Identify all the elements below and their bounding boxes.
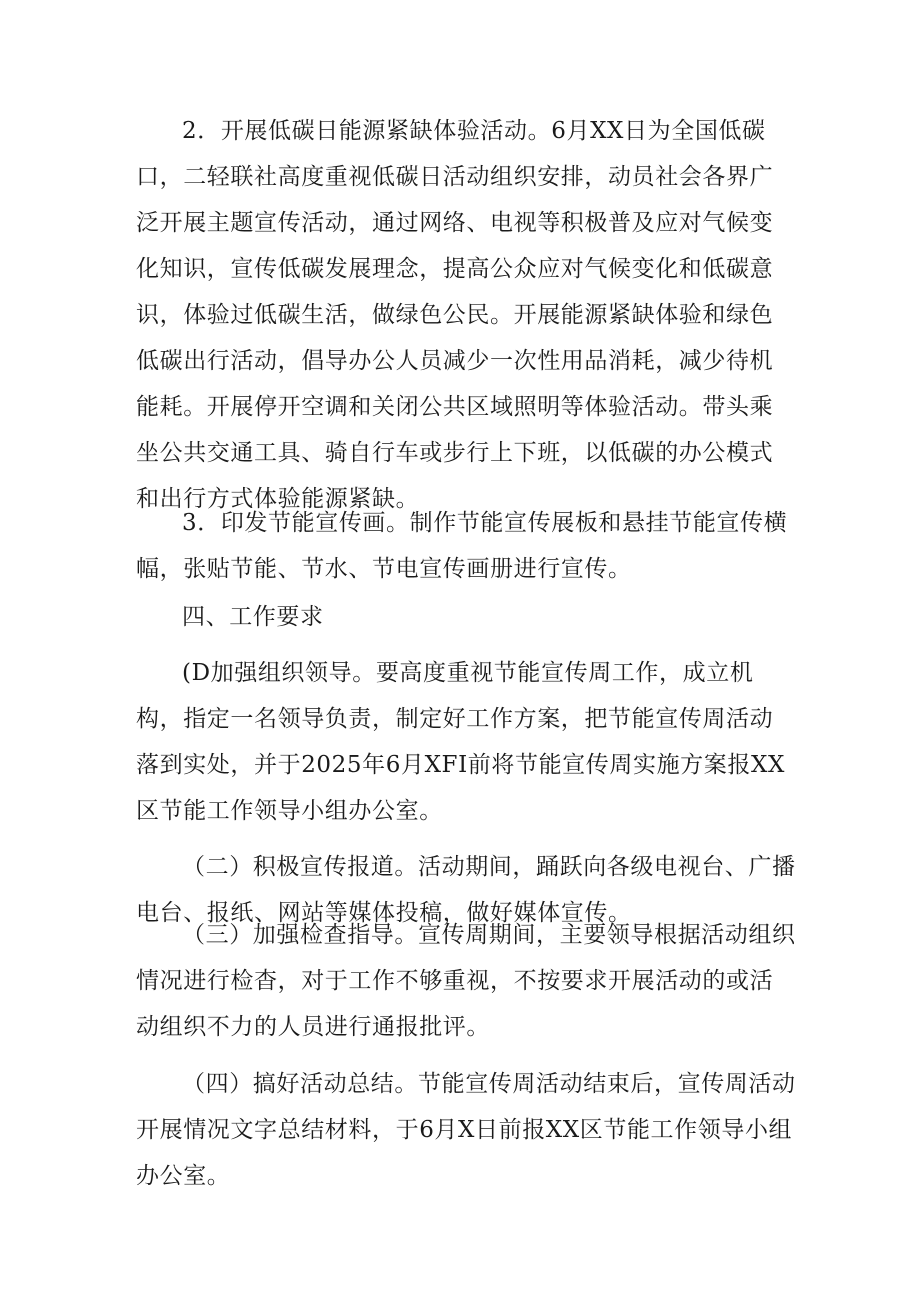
paragraph-strengthen-leadership: (D加强组织领导。要高度重视节能宣传周工作，成立机构，指定一名领导负责，制定好工作方案，把节能宣传周活动落到实处，并于2025年6月XFI前将节能宣传周实施方案报XX区节能工作领导小组办公室。 xyxy=(136,660,785,824)
section-heading-work-requirements: 四、工作要求 xyxy=(182,604,324,630)
paragraph-publicity-posters: 3．印发节能宣传画。制作节能宣传展板和悬挂节能宣传横幅，张贴节能、节水、节电宣传画册进行宣传。 xyxy=(136,510,788,582)
paragraph-inspection-guidance: （三）加强检查指导。宣传周期间，主要领导根据活动组织情况进行检杳，对于工作不够重视，不按要求开展活动的或活动组织不力的人员进行通报批评。 xyxy=(136,922,796,1040)
paragraph-low-carbon-day: 2．开展低碳日能源紧缺体验活动。6月XX日为全国低碳口，二轻联社高度重视低碳日活动组织安排，动员社会各界广泛开展主题宣传活动，通过网络、电视等积极普及应对气候变化知识，宣传低碳发展理念，提高公众应对气候变化和低碳意识，体验过低碳生活，做绿色公民。开展能源紧缺体验和绿色低碳出行活动，倡导办公人员减少一次性用品消耗，减少待机能耗。开展停开空调和关闭公共区域照明等体验活动。带头乘坐公共交通工具、骑自行车或步行上下班，以低碳的办公模式和出行方式体验能源紧缺。 xyxy=(136,118,774,512)
paragraph-activity-summary: （四）搞好活动总结。节能宣传周活动结束后，宣传周活动开展情况文字总结材料，于6月X日前报XX区节能工作领导小组办公室。 xyxy=(136,1071,796,1189)
paragraph-publicity-reporting: （二）积极宣传报道。活动期间，踊跃向各级电视台、广播电台、报纸、网站等媒体投稿，做好媒体宣传。 xyxy=(136,854,796,926)
